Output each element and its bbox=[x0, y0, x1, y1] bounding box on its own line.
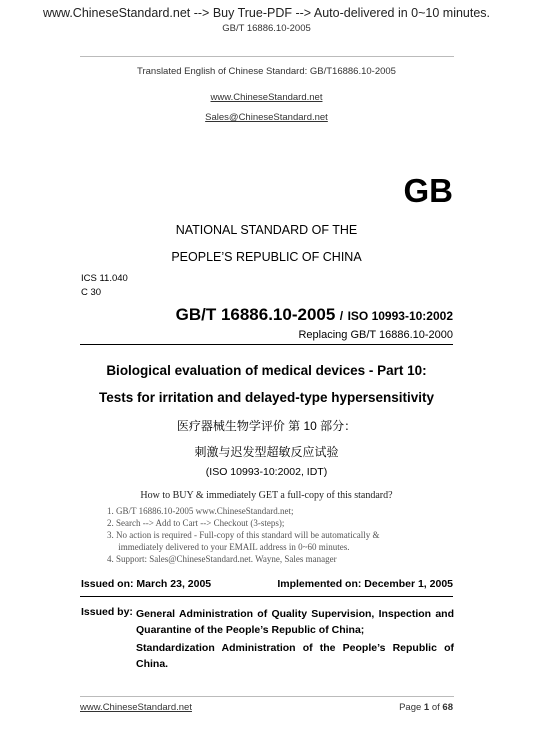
title-divider bbox=[80, 344, 453, 345]
national-standard-line1: NATIONAL STANDARD OF THE bbox=[175, 223, 358, 237]
title-chinese-line2: 刺激与迟发型超敏反应试验 bbox=[194, 445, 339, 459]
issued-by-label: Issued by: bbox=[81, 606, 133, 618]
page-indicator: Page 1 of 68 bbox=[399, 702, 453, 713]
national-standard-line2: PEOPLE’S REPUBLIC OF CHINA bbox=[171, 250, 362, 264]
purchase-step: immediately delivered to your EMAIL address in 0~60 minutes. bbox=[107, 542, 350, 552]
standard-separator: / bbox=[339, 309, 344, 323]
footer-divider bbox=[80, 696, 454, 697]
page-current: 1 bbox=[423, 702, 430, 713]
purchase-heading: How to BUY & immediately GET a full-copy of this standard? bbox=[140, 490, 393, 501]
header-doc-code: GB/T 16886.10-2005 bbox=[222, 23, 311, 34]
website-row bbox=[0, 87, 533, 105]
footer-website-link[interactable]: www.ChineseStandard.net bbox=[80, 702, 192, 713]
dates-divider bbox=[80, 596, 453, 597]
issuer-org-sac: Standardization Administration of the People’s Republic of China. bbox=[136, 642, 454, 670]
ics-code: ICS 11.040 bbox=[81, 273, 128, 284]
email-row bbox=[0, 107, 533, 125]
email-link[interactable]: Sales@ChineseStandard.net bbox=[205, 112, 328, 123]
page-total: 68 bbox=[442, 702, 453, 713]
gb-logo: GB bbox=[403, 172, 453, 209]
purchase-step: 3. No action is required - Full-copy of this standard will be automatically & bbox=[107, 530, 380, 540]
title-line2: Tests for irritation and delayed-type hypersensitivity bbox=[98, 390, 435, 405]
purchase-step: 1. GB/T 16886.10-2005 www.ChineseStandard.net; bbox=[107, 506, 294, 516]
replacing-note: Replacing GB/T 16886.10-2000 bbox=[298, 329, 453, 341]
standard-number: GB/T 16886.10-2005 bbox=[175, 305, 336, 324]
purchase-step: 2. Search --> Add to Cart --> Checkout (3-steps); bbox=[107, 518, 285, 528]
issued-date: Issued on: March 23, 2005 bbox=[81, 578, 212, 590]
top-banner: www.ChineseStandard.net --> Buy True-PDF --> Auto-delivered in 0~10 minutes. bbox=[42, 6, 491, 20]
header-divider bbox=[80, 56, 454, 57]
title-line1: Biological evaluation of medical devices - Part 10: bbox=[106, 363, 427, 378]
translation-note: Translated English of Chinese Standard: GB/T16886.10-2005 bbox=[137, 66, 396, 77]
title-chinese-line1: 医疗器械生物学评价 第 10 部分： bbox=[176, 419, 357, 433]
iso-number: ISO 10993-10:2002 bbox=[347, 309, 453, 323]
iso-equivalence: (ISO 10993-10:2002, IDT) bbox=[205, 466, 328, 478]
website-link[interactable]: www.ChineseStandard.net bbox=[210, 92, 323, 103]
standard-number-row bbox=[176, 305, 453, 325]
ccs-code: C 30 bbox=[81, 287, 102, 298]
purchase-step: 4. Support: Sales@ChineseStandard.net. Wayne, Sales manager bbox=[107, 554, 337, 564]
implemented-date: Implemented on: December 1, 2005 bbox=[277, 578, 453, 590]
issuer-org-aqsiq: General Administration of Quality Supervision, Inspection and Quarantine of the People’s Republic of China; bbox=[136, 608, 454, 636]
